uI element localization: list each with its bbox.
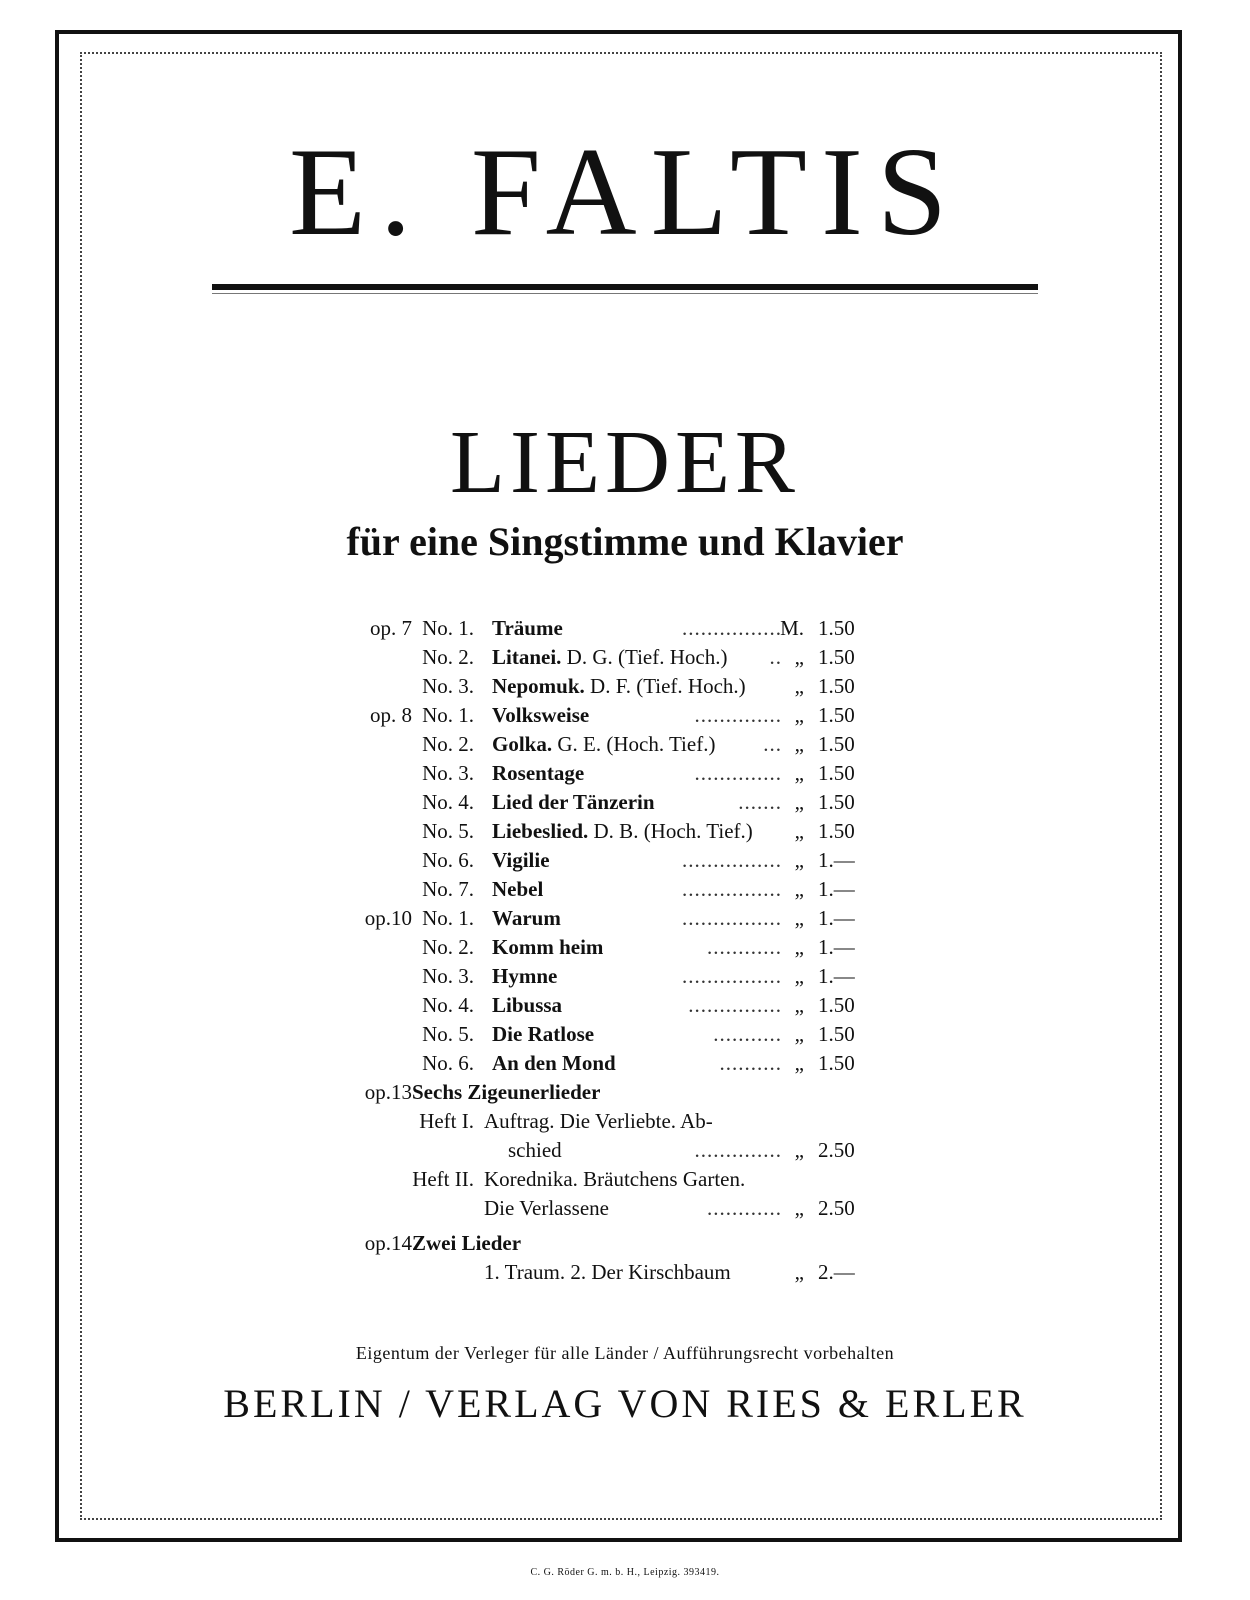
rights-notice: Eigentum der Verleger für alle Länder / Aufführungsrecht vorbehalten [355,1343,895,1363]
printer-imprint: C. G. Röder G. m. b. H., Leipzig. 393419. [530,1567,720,1578]
catalogue-row [0,875,1250,904]
op14-heading-row [0,1229,1250,1258]
price-currency: „ [794,1260,804,1284]
song-number: No. 4. [422,993,474,1017]
song-number: No. 3. [422,761,474,785]
song-title-group [492,817,753,846]
publisher-imprint: BERLIN / VERLAG VON RIES & ERLER [223,1381,1027,1426]
catalogue-row [0,730,1250,759]
price: 1.50 [818,616,855,640]
song-number: No. 4. [422,790,474,814]
song-number: No. 5. [422,819,474,843]
song-title-group [492,730,715,759]
price: 2.50 [818,1196,855,1220]
dot-leader: ............ [707,1196,782,1220]
song-number: No. 2. [422,935,474,959]
catalogue-row [0,933,1250,962]
price-currency: „ [794,964,804,988]
song-number: No. 5. [422,1022,474,1046]
op14-line-row [0,1258,1250,1287]
dot-leader: ... [763,732,782,756]
price-currency: „ [794,993,804,1017]
edition-keys: D. B. (Hoch. Tief.) [593,819,753,843]
song-title: Nepomuk. [492,674,585,698]
heft-titles-cont: Die Verlassene [484,1196,609,1220]
catalogue-row [0,962,1250,991]
catalogue-row [0,846,1250,875]
song-number: No. 1. [422,906,474,930]
song-title-group [492,875,543,904]
price: 1.50 [818,1022,855,1046]
dot-leader: ........... [713,1022,782,1046]
song-title: Golka. [492,732,553,756]
price-currency: „ [794,1022,804,1046]
song-title: Hymne [492,964,558,988]
price-currency: „ [794,848,804,872]
song-title-group [492,904,561,933]
song-title-group [492,672,746,701]
price: 1.50 [818,674,855,698]
dot-leader: ................ [682,616,782,640]
price-currency: „ [794,935,804,959]
price-currency: „ [794,906,804,930]
dot-leader: ....... [738,790,782,814]
heft-titles: Korednika. Bräutchens Garten. [484,1167,746,1191]
opus-number: op.13 [364,1080,412,1104]
song-title: Die Ratlose [492,1022,595,1046]
song-title-group [492,962,557,991]
song-number: No. 6. [422,848,474,872]
dot-leader: .............. [694,1138,782,1162]
price: 1.50 [818,993,855,1017]
heft-titles-cont: schied [508,1138,562,1162]
catalogue-row [0,1020,1250,1049]
price: 1.— [818,848,855,872]
op13-heft2-row1 [0,1165,1250,1194]
song-catalogue [0,614,1250,1287]
song-number: No. 3. [422,674,474,698]
title-rule [212,284,1038,290]
op13-heft1-row1 [0,1107,1250,1136]
heft-label: Heft I. [419,1109,474,1133]
song-title: Lied der Tänzerin [492,790,655,814]
price: 1.50 [818,790,855,814]
catalogue-row [0,759,1250,788]
composer-name: E. FALTIS [288,123,962,262]
edition-keys: D. G. (Tief. Hoch.) [566,645,728,669]
price-currency: „ [794,703,804,727]
song-title-group [492,846,550,875]
price: 1.— [818,964,855,988]
song-title: Nebel [492,877,544,901]
dot-leader: ............... [688,993,782,1017]
price-currency: „ [794,877,804,901]
song-title-group [492,614,563,643]
song-number: No. 3. [422,964,474,988]
song-title: Rosentage [492,761,585,785]
dot-leader: .......... [719,1051,782,1075]
op13-heft1-row2 [0,1136,1250,1165]
op13-heft2-row2 [0,1194,1250,1223]
dot-leader: .. [769,645,782,669]
song-title-group [492,788,655,817]
song-title: Vigilie [492,848,550,872]
dot-leader: .............. [694,703,782,727]
dot-leader: .............. [694,761,782,785]
price: 2.50 [818,1138,855,1162]
opus-number: op.14 [364,1231,412,1255]
price: 1.50 [818,703,855,727]
catalogue-row [0,672,1250,701]
dot-leader: ................ [682,848,782,872]
price-currency: „ [794,645,804,669]
opus-number: op. 7 [370,616,412,640]
catalogue-row [0,991,1250,1020]
song-titles: 1. Traum. 2. Der Kirschbaum [484,1260,731,1284]
song-number: No. 2. [422,645,474,669]
edition-keys: G. E. (Hoch. Tief.) [557,732,716,756]
song-title: Komm heim [492,935,604,959]
song-title: Volksweise [492,703,590,727]
price-currency: „ [794,761,804,785]
song-title-group [492,759,584,788]
price: 1.— [818,906,855,930]
song-number: No. 6. [422,1051,474,1075]
catalogue-row [0,904,1250,933]
song-number: No. 2. [422,732,474,756]
song-title-group [492,701,589,730]
song-title: Libussa [492,993,563,1017]
page-title: LIEDER [450,413,800,512]
price: 1.— [818,935,855,959]
title-rule-thin [212,293,1038,294]
price-currency: „ [794,790,804,814]
price-currency: M. [780,616,804,640]
price: 1.— [818,877,855,901]
song-number: No. 7. [422,877,474,901]
opus-number: op. 8 [370,703,412,727]
heft-titles: Auftrag. Die Verliebte. Ab- [484,1109,713,1133]
price: 1.50 [818,732,855,756]
catalogue-row [0,817,1250,846]
song-title-group [492,933,603,962]
song-title: An den Mond [492,1051,616,1075]
heft-label: Heft II. [412,1167,474,1191]
song-title: Warum [492,906,561,930]
catalogue-row [0,1049,1250,1078]
price: 1.50 [818,761,855,785]
price: 1.50 [818,819,855,843]
price-currency: „ [794,1196,804,1220]
opus-number: op.10 [364,906,412,930]
song-title-group [492,643,727,672]
song-title-group [492,1020,594,1049]
price: 2.— [818,1260,855,1284]
price-currency: „ [794,1051,804,1075]
song-title: Liebeslied. [492,819,589,843]
catalogue-row [0,788,1250,817]
song-title-group [492,991,562,1020]
song-title-group [492,1049,616,1078]
catalogue-row [0,614,1250,643]
page-subtitle: für eine Singstimme und Klavier [346,519,904,564]
song-title: Litanei. [492,645,562,669]
price: 1.50 [818,1051,855,1075]
dot-leader: ................ [682,877,782,901]
catalogue-row [0,643,1250,672]
edition-keys: D. F. (Tief. Hoch.) [590,674,746,698]
song-title: Träume [492,616,563,640]
price-currency: „ [794,732,804,756]
price: 1.50 [818,645,855,669]
op13-heading-row [0,1078,1250,1107]
price-currency: „ [794,819,804,843]
collection-title: Zwei Lieder [412,1231,522,1255]
song-number: No. 1. [422,703,474,727]
collection-title: Sechs Zigeunerlieder [412,1080,601,1104]
dot-leader: ................ [682,906,782,930]
dot-leader: ................ [682,964,782,988]
dot-leader: ............ [707,935,782,959]
price-currency: „ [794,674,804,698]
song-number: No. 1. [422,616,474,640]
price-currency: „ [794,1138,804,1162]
catalogue-row [0,701,1250,730]
